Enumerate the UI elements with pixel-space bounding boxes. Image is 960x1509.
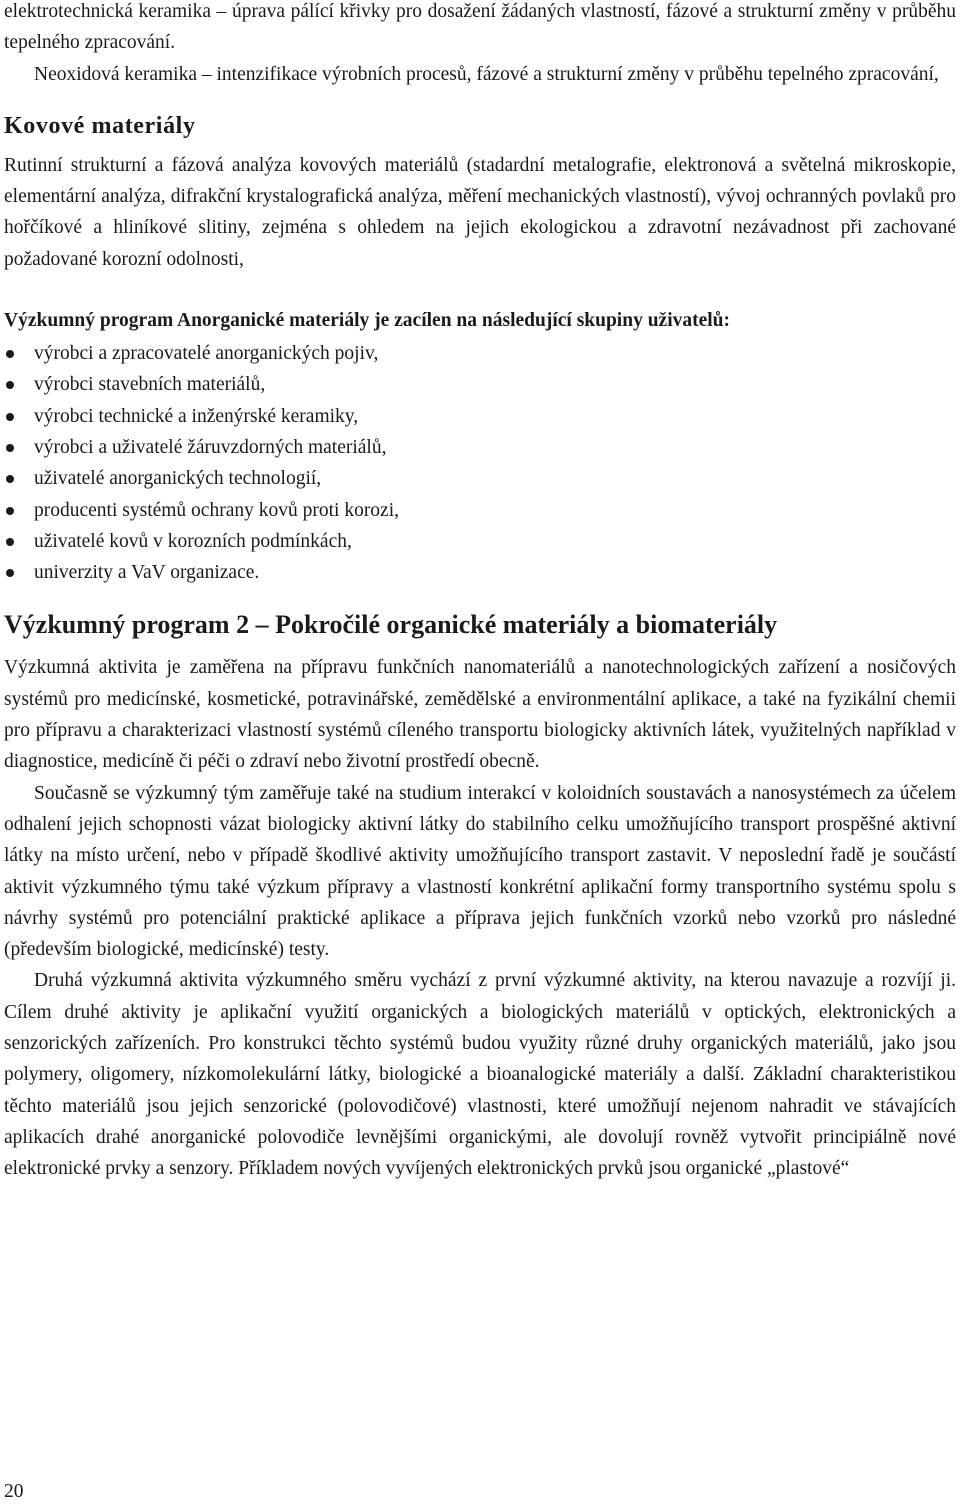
program2-paragraph-2: Současně se výzkumný tým zaměřuje také na studium interakcí v koloidních soustavách a nanosystémech za účelem odhalení jejich schopnosti vázat biologicky aktivní látky do stabilního celku umožňujícího transport prospěšné aktivní látky na místo určení, nebo v případě škodlivé aktivity umožňujícího transport zastavit. V neposlední řadě je součástí aktivit výzkumného týmu také výzkum přípravy a vlastností konkrétní aplikační formy transportního systému spolu s návrhy systémů pro potenciální praktické aplikace a příprava jejich funkčních vzorků nebo vzorků pro následné (především biologické, medicínské) testy.: [4, 782, 956, 961]
program2-paragraph-3: Druhá výzkumná aktivita výzkumného směru vychází z první výzkumné aktivity, na kterou navazuje a rozvíjí ji. Cílem druhé aktivity je aplikační využití organických a biologických materiálů v optických, elektronických a senzorických zařízeních. Pro konstrukci těchto systémů budou využity různé druhy organických materiálů, jako jsou polymery, oligomery, nízkomolekulární látky, biologické a bioanalogické materiály a další. Základní charakteristikou těchto materiálů jsou jejich senzorické (polovodičové) vlastnosti, které umožňují nejenom nahradit ve stávajících aplikacích drahé anorganické polovodiče levnějšími organickými, ale dovolují rovněž vytvořit principiálně nové elektronické prvky a senzory. Příkladem nových vyvíjených elektronických prvků jsou organické „plastové“: [4, 970, 956, 1180]
intro-paragraph-nonoxide: Neoxidová keramika – intenzifikace výrobních procesů, fázové a strukturní změny v průběhu tepelného zpracování,: [34, 63, 939, 85]
bullet-icon: [6, 413, 14, 421]
bullet-icon: [6, 538, 14, 546]
metals-paragraph: Rutinní strukturní a fázová analýza kovových materiálů (stadardní metalografie, elektronová a světelná mikroskopie, elementární analýza, difrakční krystalografická analýza, měření mechanických vlastností), vývoj ochranných povlaků pro hořčíkové a hliníkové slitiny, zejména s ohledem na jejich ekologickou a zdravotní nezávadnost při zachované požadované korozní odolnosti,: [4, 154, 956, 270]
list-item: uživatelé anorganických technologií,: [4, 463, 956, 494]
program2-heading: Výzkumný program 2 – Pokročilé organické materiály a biomateriály: [4, 610, 778, 640]
list-item: výrobci a zpracovatelé anorganických pojiv,: [4, 338, 956, 369]
list-item: producenti systémů ochrany kovů proti korozi,: [4, 495, 956, 526]
bullet-icon: [6, 381, 14, 389]
list-item: výrobci technické a inženýrské keramiky,: [4, 401, 956, 432]
section-heading-metals: Kovové materiály: [4, 112, 196, 139]
list-item: univerzity a VaV organizace.: [4, 557, 956, 588]
list-item: uživatelé kovů v korozních podmínkách,: [4, 526, 956, 557]
intro-block: [4, 0, 956, 90]
intro-paragraph-ceramics: elektrotechnická keramika – úprava pálící křivky pro dosažení žádaných vlastností, fázové a strukturní změny v průběhu tepelného zpracování.: [4, 1, 956, 54]
program2-paragraph-1: Výzkumná aktivita je zaměřena na přípravu funkčních nanomateriálů a nanotechnologických zařízení a nosičových systémů pro medicínské, kosmetické, potravinářské, zemědělské a environmentální aplikace, a také na fyzikální chemii pro přípravu a charakterizaci vlastností systémů cíleného transportu biologicky aktivních látek, využitelných například v diagnostice, medicíně či péči o zdraví nebo životní prostředí obecně.: [4, 657, 956, 773]
document-page: [4, 0, 956, 1185]
list-item: výrobci a uživatelé žáruvzdorných materiálů,: [4, 432, 956, 463]
page-number: 20: [4, 1481, 24, 1502]
bullet-icon: [6, 475, 14, 483]
bullet-icon: [6, 444, 14, 452]
bullet-icon: [6, 350, 14, 358]
users-heading: Výzkumný program Anorganické materiály je zacílen na následující skupiny uživatelů:: [4, 310, 731, 332]
users-list: [4, 338, 956, 588]
list-item: výrobci stavebních materiálů,: [4, 369, 956, 400]
bullet-icon: [6, 507, 14, 515]
bullet-icon: [6, 569, 14, 577]
